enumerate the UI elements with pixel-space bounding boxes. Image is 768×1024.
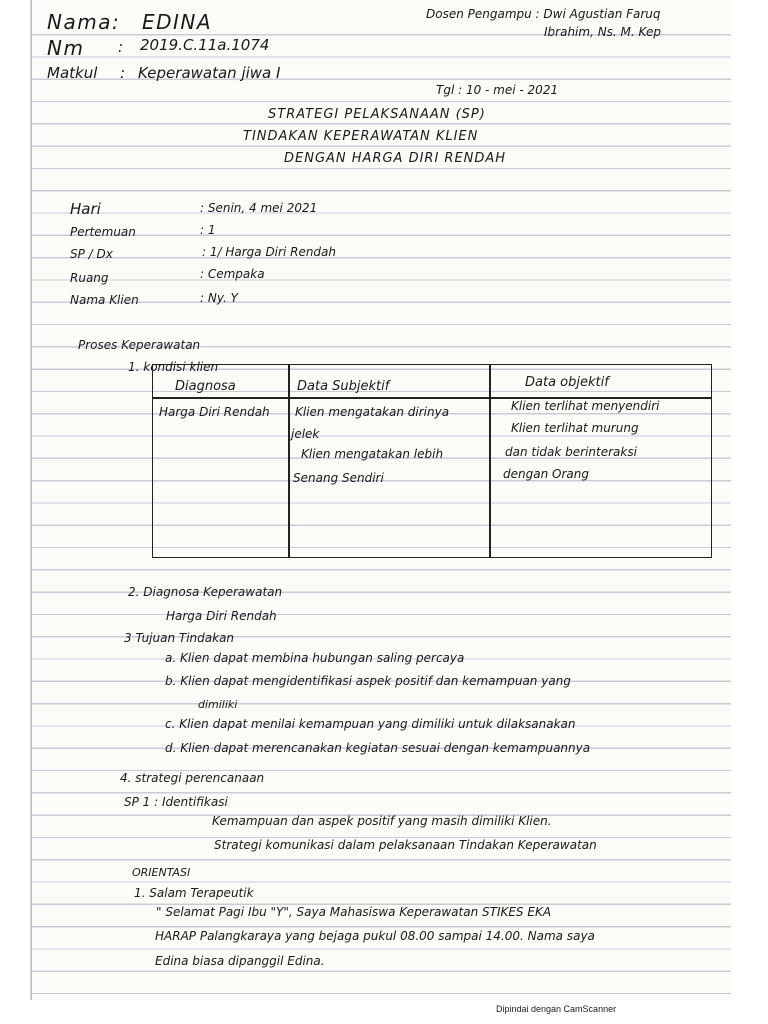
salam-line-2: HARAP Palangkaraya yang bejaga pukul 08.00 sampai 14.00. Nama saya	[155, 929, 595, 943]
nim-separator: :	[118, 38, 124, 56]
title-line-3: DENGAN HARGA DIRI RENDAH	[284, 151, 507, 166]
info-value-nama-klien: : Ny. Y	[200, 291, 238, 305]
table-cell-objektif-4: dengan Orang	[503, 467, 589, 481]
title-line-1: STRATEGI PELAKSANAAN (SP)	[268, 107, 486, 122]
page-margin-line	[31, 0, 32, 1000]
table-cell-subjektif-3: Klien mengatakan lebih	[301, 447, 444, 461]
info-value-sp-dx: : 1/ Harga Diri Rendah	[202, 245, 337, 259]
info-value-pertemuan: : 1	[200, 223, 216, 237]
info-label-ruang: Ruang	[70, 271, 109, 285]
nama-separator: :	[112, 10, 121, 34]
strategi-heading: 4. strategi perencanaan	[120, 771, 265, 785]
sp1-line-2: Kemampuan dan aspek positif yang masih dimiliki Klien.	[212, 814, 552, 828]
strategi-komunikasi: Strategi komunikasi dalam pelaksanaan Tindakan Keperawatan	[214, 838, 597, 852]
orientasi-heading: ORIENTASI	[132, 866, 191, 879]
salam-line-3: Edina biasa dipanggil Edina.	[155, 954, 325, 968]
tujuan-heading: 3 Tujuan Tindakan	[124, 631, 235, 645]
tujuan-b-line-1: b. Klien dapat mengidentifikasi aspek positif dan kemampuan yang	[165, 674, 571, 688]
table-header-diagnosa: Diagnosa	[175, 379, 236, 394]
table-cell-diagnosa: Harga Diri Rendah	[159, 405, 270, 419]
matkul-separator: :	[120, 64, 126, 82]
scanner-footer: Dipindai dengan CamScanner	[496, 1004, 617, 1014]
info-label-pertemuan: Pertemuan	[70, 225, 136, 239]
tujuan-c: c. Klien dapat menilai kemampuan yang dimiliki untuk dilaksanakan	[165, 717, 576, 731]
nim-value: 2019.C.11a.1074	[140, 36, 270, 54]
table-cell-objektif-2: Klien terlihat murung	[511, 421, 639, 435]
dosen-line-2: Ibrahim, Ns. M. Kep	[544, 25, 661, 39]
table-divider-2	[489, 365, 491, 557]
table-header-objektif: Data objektif	[525, 375, 609, 390]
nama-label: Nama	[47, 10, 112, 34]
proses-heading: Proses Keperawatan	[78, 338, 201, 352]
info-label-hari: Hari	[70, 200, 101, 218]
nama-value: EDINA	[142, 10, 213, 34]
nim-label: Nm	[47, 36, 85, 60]
info-value-hari: : Senin, 4 mei 2021	[200, 201, 318, 215]
sp1-identifikasi: SP 1 : Identifikasi	[124, 795, 228, 809]
matkul-label: Matkul	[47, 64, 98, 82]
table-cell-subjektif-1: Klien mengatakan dirinya	[295, 405, 450, 419]
salam-terapeutik: 1. Salam Terapeutik	[134, 886, 254, 900]
diagnosa-value: Harga Diri Rendah	[166, 609, 277, 623]
tanggal: Tgl : 10 - mei - 2021	[436, 83, 559, 97]
info-label-nama-klien: Nama Klien	[70, 293, 139, 307]
info-label-sp-dx: SP / Dx	[70, 247, 113, 261]
tujuan-b-line-2: dimiliki	[198, 698, 238, 711]
diagnosa-heading: 2. Diagnosa Keperawatan	[128, 585, 283, 599]
table-cell-subjektif-2: jelek	[291, 427, 320, 441]
table-divider-1	[288, 365, 290, 557]
salam-line-1: " Selamat Pagi Ibu "Y", Saya Mahasiswa Keperawatan STIKES EKA	[156, 905, 552, 919]
dosen-line-1: Dosen Pengampu : Dwi Agustian Faruq	[426, 7, 661, 21]
table-cell-subjektif-4: Senang Sendiri	[293, 471, 384, 485]
title-line-2: TINDAKAN KEPERAWATAN KLIEN	[243, 129, 479, 144]
kondisi-klien-table	[152, 364, 712, 558]
tujuan-d: d. Klien dapat merencanakan kegiatan sesuai dengan kemampuannya	[165, 741, 591, 755]
matkul-value: Keperawatan jiwa I	[138, 64, 281, 82]
kondisi-klien: 1. kondisi klien	[128, 360, 219, 374]
table-cell-objektif-3: dan tidak berinteraksi	[505, 445, 637, 459]
tujuan-a: a. Klien dapat membina hubungan saling percaya	[165, 651, 465, 665]
table-header-subjektif: Data Subjektif	[297, 379, 390, 394]
table-cell-objektif-1: Klien terlihat menyendiri	[511, 399, 660, 413]
info-value-ruang: : Cempaka	[200, 267, 265, 281]
